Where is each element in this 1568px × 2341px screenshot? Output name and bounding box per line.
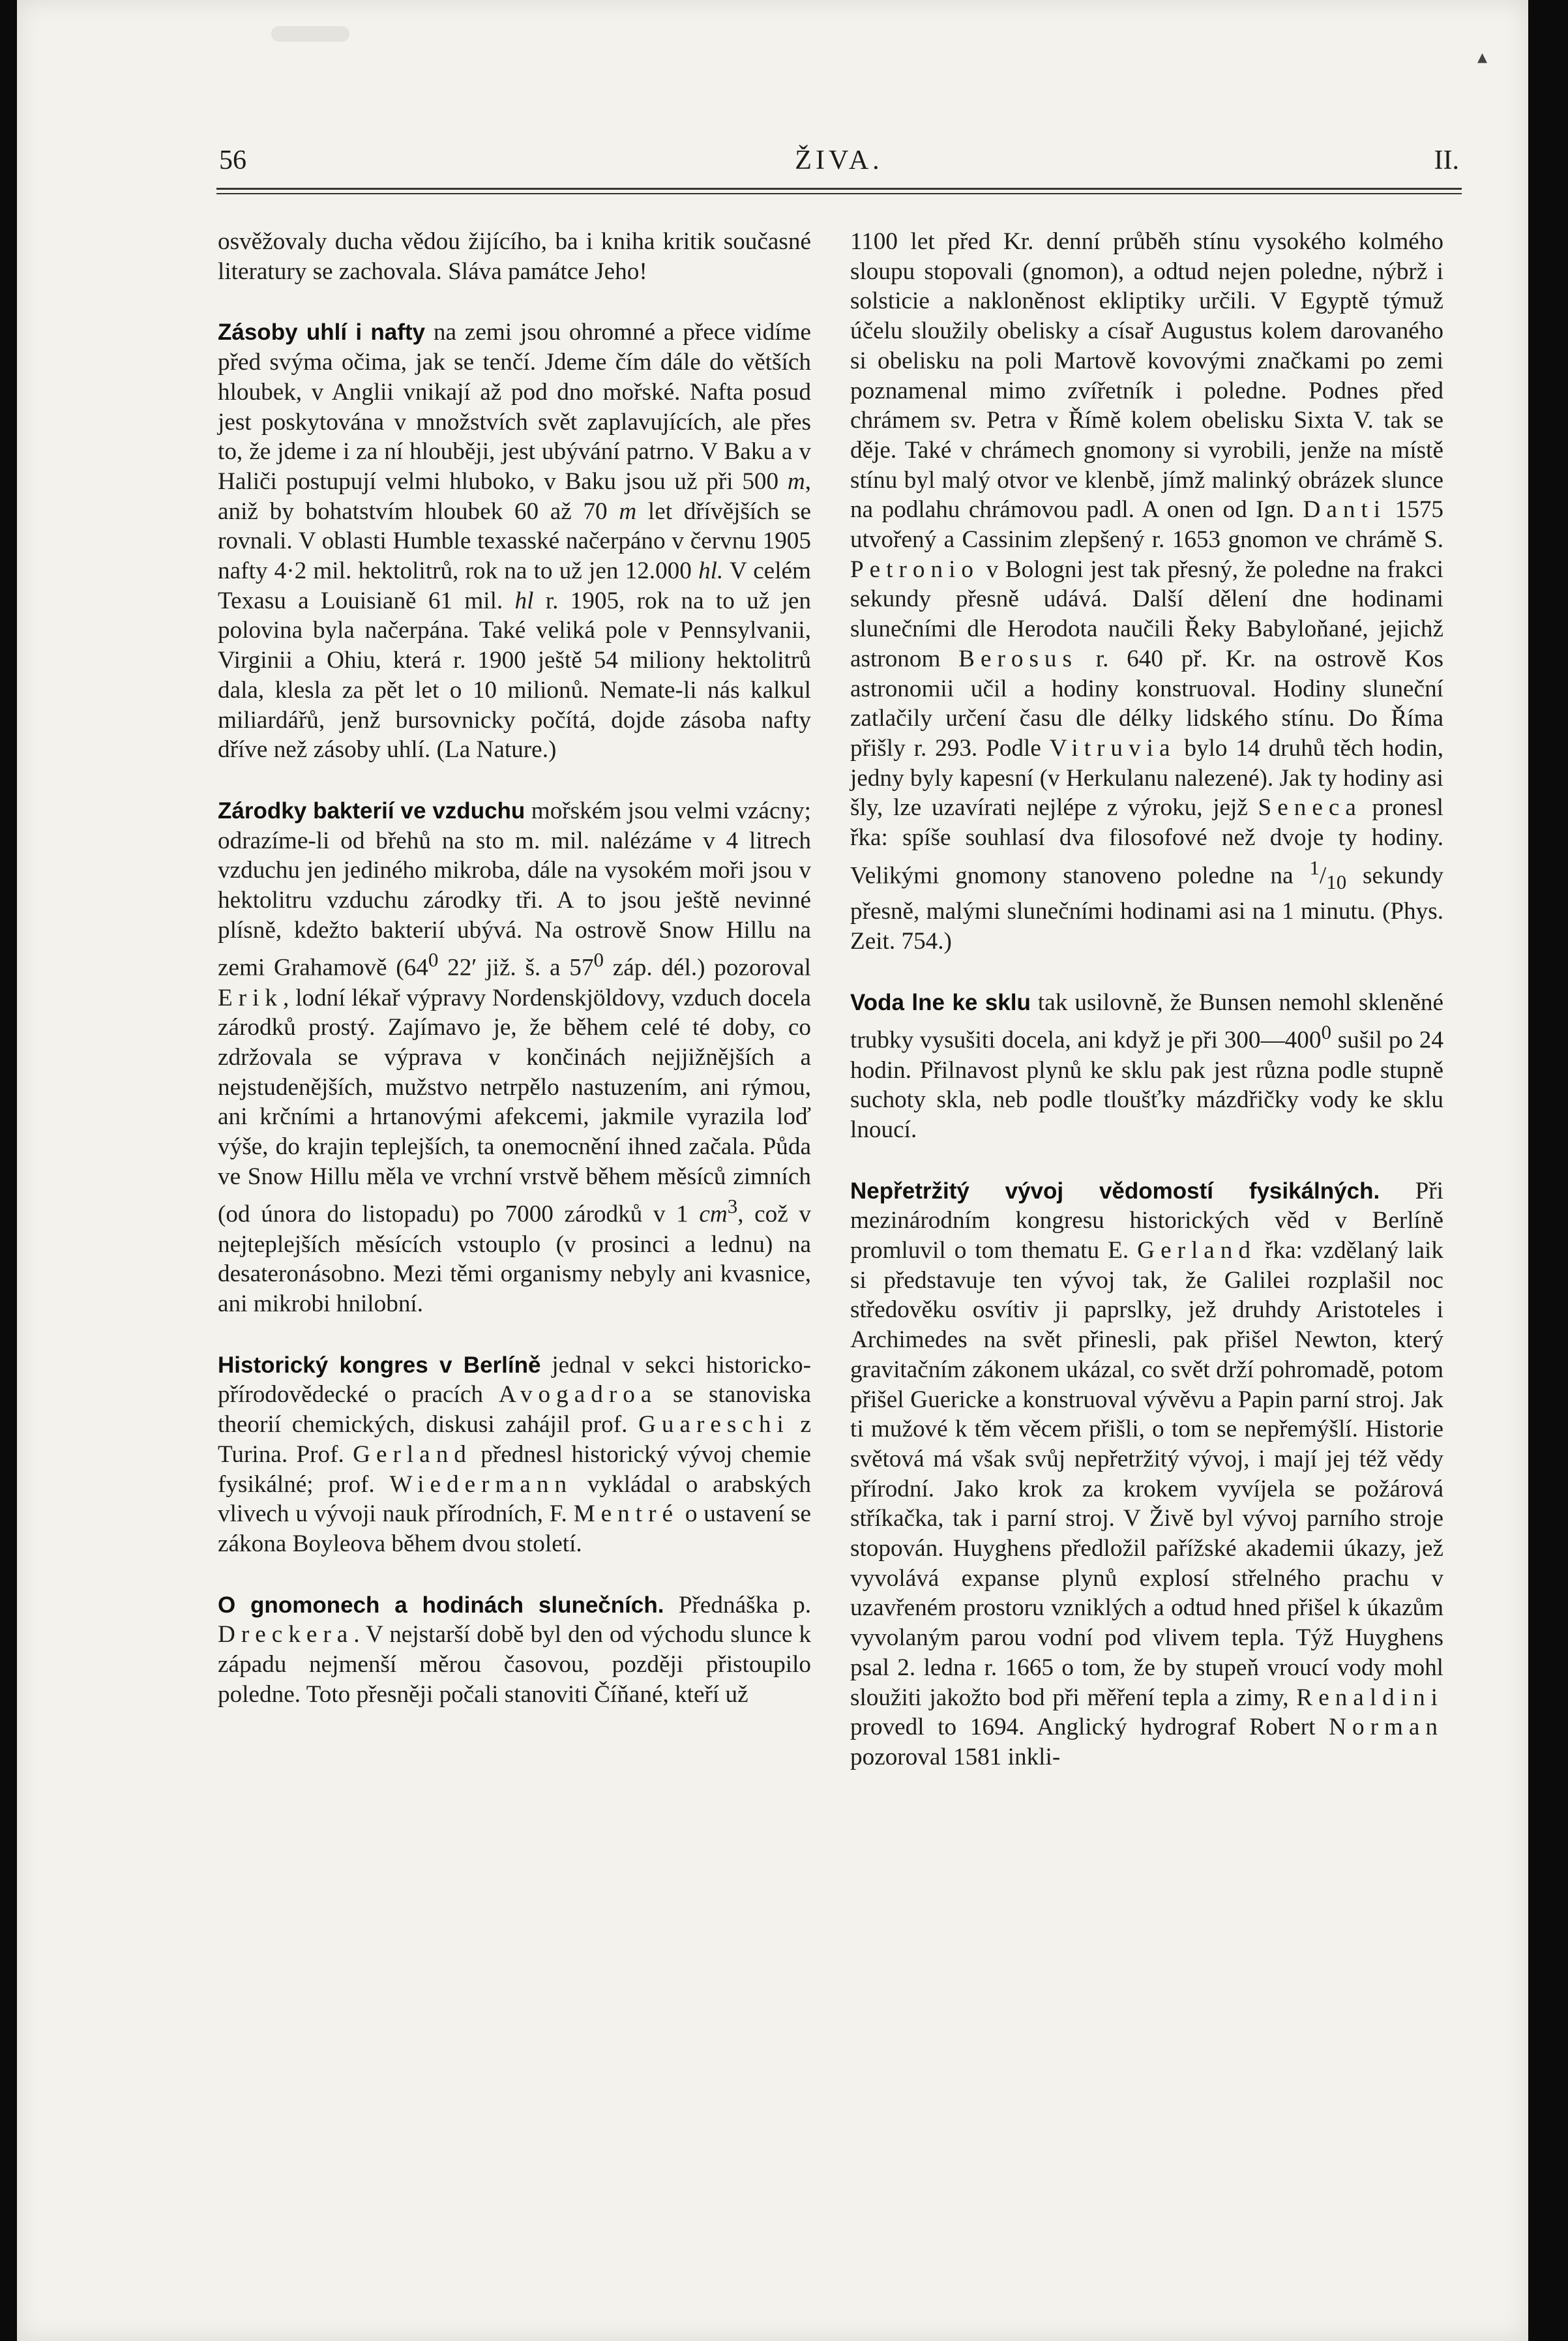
fraction-denominator: 10 [1326,870,1347,893]
article-history-congress: Historický kongres v Berlíně jednal v sekci historicko-přírodovědecké o pracích Avogadroa se stanoviska theorií chemických, diskusi zahájil prof. Guareschi z Turina. Prof. Gerland přednesl historický vývoj chemie fysikálné; prof. Wiedermann vykládal o arabských vlivech u vývoji nauk přírodních, F. Mentré o ustavení se zákona Boyleova během dvou století. [218,1351,812,1557]
page-paper [17,0,1528,2341]
spaced-name: Guareschi [638,1411,790,1439]
article-coal-oil-reserves: Zásoby uhlí i nafty na zemi jsou ohromné a přece vidíme před svýma očima, jak se tenčí. Jdeme čím dále do větších hloubek, v Anglii vnikají až pod dno mořské. Nafta posud jest poskytována v množstvích svět zaplavujících, ale přes to, že jdeme i za ní hlouběji, jest ubývání patrno. V Baku a v Haliči postupují velmi hluboko, v Baku jsou už při 500 m, aniž by bohatstvím hloubek 60 až 70 m let dřívějších se rovnali. V oblasti Humble texasské načerpáno v červnu 1905 nafty 4·2 mil. hektolitrů, rok na to už jen 12.000 hl. V celém Texasu a Louisianě 61 mil. hl r. 1905, rok na to už jen polovina byla načerpána. Také veliká pole v Pennsylvanii, Virginii a Ohiu, která r. 1900 ještě 54 miliony hektolitrů dala, klesla za pět let o 10 milionů. Nemate-li nás kalkul miliardářů, jenž bursovnicky počítá, dojde zásoba nafty dříve než zásoby uhlí. (La Nature.) [218,319,812,764]
article-bacteria-in-air: Zárodky bakterií ve vzduchu mořském jsou velmi vzácny; odrazíme-li od břehů na sto m. mil. nalézáme v 4 litrech vzduchu jen jediného mikroba, dále na vysokém moři jsou v hektolitru vzduchu zárodky tři. A to jsou ještě nevinné plísně, kdežto bakterií ubývá. Na ostrově Snow Hillu na zemi Grahamově ($64^0$ 22′ již. š. a $57^0$ záp. dél.) pozoroval Erik, lodní lékař výpravy Nordenskjöldovy, vzduch docela zárodků prostý. Zajímavo je, že během celé té doby, co zdržovala se výprava v končinách nejjižnějších a nejstudenějších, mužstvo netrpělo nastuzením, ani rýmou, ani krčními a hrtanovými afekcemi, jakmile vyrazila loď výše, do krajin teplejších, ta onemocnění ihned začala. Půda ve Snow Hillu měla ve vrchní vrstvě během měsíců zimních (od února do listopadu) po 7000 zárodků v 1 $cm^3$, což v nejteplejších měsících vstouplo (v prosinci a lednu) na desateronásobno. Mezi těmi organismy nebyly ani kvasnice, ani mikrobi hnilobní. [218,797,811,1317]
spaced-name: Petronio [850,556,980,583]
header-rule [216,188,1462,190]
header-rule-thin [216,193,1462,194]
fraction-numerator: 1 [1309,856,1320,879]
article-heading: Zárodky bakterií ve vzduchu [218,798,525,824]
article-water-glass: Voda lne ke sklu tak usilovně, že Bunsen nemohl skleněné trubky vysušiti docela, ani když je při $300—400^0$ sušil po 24 hodin. Přilnavost plynů ke sklu pak jest různa podle stupně suchoty skla, neb podle tloušťky mázdřičky vody ke sklu lnoucí. [850,989,1443,1143]
journal-title: ŽIVA. [795,145,883,175]
paper-stain [271,26,349,42]
spaced-name: Danti [1303,496,1387,524]
spaced-name: Erik [218,984,284,1011]
page-number: 56 [219,145,246,175]
article-gnomons-sundials: O gnomonech a hodinách slunečních. Přednáška p. Dreckera. V nejstarší době byl den od východu slunce k západu nejmenší měrou časovou, později přistoupilo poledne. Toto přesněji počali stanoviti Číňané, kteří už [218,1591,811,1708]
spaced-name: Berosus [958,645,1078,672]
spaced-name: Norman [1329,1714,1443,1741]
article-heading: Historický kongres v Berlíně [218,1352,541,1378]
article-continuous-physics: Nepřetržitý vývoj vědomostí fysikálných. Při mezinárodním kongresu historických věd v Berlíně promluvil o tom thematu E. Gerland řka: vzdělaný laik si představuje ten vývoj tak, že Galilei rozplašil noc středověku osvítiv ji paprslky, jež druhdy Aristoteles i Archimedes na svět přinesli, pak přišel Newton, který gravitačním zákonem ukázal, co svět drží pohromadě, potom přišel Guericke a konstruoval vývěvu a Papin parní stroj. Jak ti mužové k těm věcem přišli, o tom se nepřemýšlí. Historie světová má však svůj nepřetržitý vývoj, i mají jej též vědy přírodní. Jako krok za krokem vyvíjela se požárová stříkačka, tak i parní stroj. V Živě byl vývoj parního stroje stopován. Huyghens předložil pařížské akademii úkazy, jež vyvolává expanse plynů explosí střelného prachu v uzavřeném prostoru vzniklých a odtud hned přišel k úkazům vyvolaným parou vodní pod vlivem tepla. Týž Huyghens psal 2. ledna r. 1665 o tom, že by stupeň vroucí vody mohl sloužiti jakožto bod při měření tepla a zimy, Renaldini provedl to 1694. Anglický hydrograf Robert Norman pozoroval 1581 inkli- [850,1177,1443,1770]
margin-speck-icon: ▴ [1477,46,1488,68]
article-heading: O gnomonech a hodinách slunečních. [218,1592,664,1618]
spaced-name: Gerland [353,1440,472,1468]
spaced-name: Seneca [1258,794,1362,822]
paragraph-continuation: 1100 let před Kr. denní průběh stínu vysokého kolmého sloupu stopovali (gnomon), a odtud nejen poledne, nýbrž i solsticie a nakloněnost ekliptiky určili. V Egyptě týmuž účelu sloužily obelisky a císař Augustus kolem darovaného si obelisku na poli Martově kovovými značkami po zemi poznamenal mimo zvířetník i poledne. Podnes před chrámem sv. Petra v Římě kolem obelisku Sixta V. tak se děje. Také v chrámech gnomony si vyrobili, jenže na místě stínu byl malý otvor ve klenbě, jímž malinký obrázek slunce na podlahu chrámovou padl. A onen od Ign. Danti 1575 utvořený a Cassinim zlepšený r. 1653 gnomon ve chrámě S. Petronio v Bologni jest tak přesný, že poledne na frakci sekundy přesně udává. Další dělení dne hodinami slunečními dle Herodota naučili Řeky Babyloňané, jejichž astronom Berosus r. 640 př. Kr. na ostrově Kos astronomii učil a hodiny konstruoval. Hodiny sluneční zatlačily určení času dle délky lidského stínu. Do Říma přišly r. 293. Podle Vitruvia bylo 14 druhů těch hodin, jedny byly kapesní (v Herkulanu nalezené). Jak ty hodiny asi šly, lze uzavírati nejlépe z výroku, jejž Seneca pronesl řka: spíše souhlasí dva filosofové než dvoje ty hodiny. Velikými gnomony stanoveno poledne na $^1/_{10}$ sekundy přesně, malými slunečními hodinami asi na 1 minutu. (Phys. Zeit. 754.) [850,228,1444,955]
article-heading: Voda lne ke sklu [850,989,1031,1015]
left-column [218,227,811,1709]
page-header [219,145,1459,184]
right-column [850,227,1443,1772]
spaced-name: Renaldini [1296,1684,1443,1711]
volume-number: II. [1434,145,1459,175]
article-heading: Nepřetržitý vývoj vědomostí fysikálných. [850,1178,1380,1204]
spaced-name: Vitruvia [1049,734,1176,762]
article-heading: Zásoby uhlí i nafty [218,320,426,346]
spaced-name: Avogadroa [498,1381,658,1409]
paragraph-continuation: osvěžovaly ducha vědou žijícího, ba i kniha kritik současné literatury se zachovala. Sláva památce Jeho! [218,228,811,285]
spaced-name: Dreckera [218,1621,354,1648]
spaced-name: Mentré [573,1500,679,1528]
spaced-name: Wiedermann [389,1470,573,1498]
spaced-name: Gerland [1137,1237,1256,1264]
